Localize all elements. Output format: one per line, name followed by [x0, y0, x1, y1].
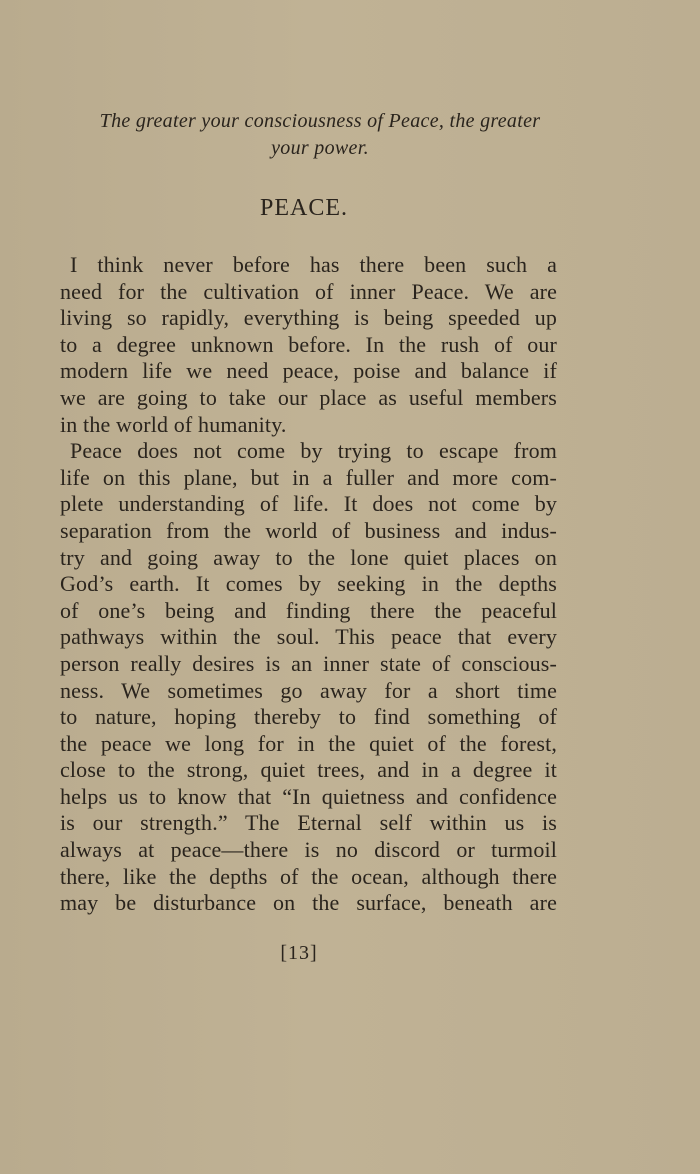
text-line: helps us to know that “In quietness and confidence: [60, 783, 557, 809]
text-line: there, like the depths of the ocean, although there: [60, 863, 557, 889]
text-line: of one’s being and finding there the peaceful: [60, 597, 557, 623]
text-line: in the world of humanity.: [60, 411, 287, 437]
text-line: person really desires is an inner state of conscious-: [60, 650, 557, 676]
text-line: try and going away to the lone quiet places on: [60, 544, 557, 570]
epigraph: [60, 108, 580, 162]
text-line: modern life we need peace, poise and balance if: [60, 358, 557, 384]
chapter-title: PEACE.: [259, 195, 348, 221]
text-line: ness. We sometimes go away for a short time: [60, 677, 557, 703]
text-line: we are going to take our place as useful members: [60, 384, 557, 410]
text-line: to a degree unknown before. In the rush of our: [60, 331, 557, 357]
text-line: to nature, hoping thereby to find something of: [60, 704, 557, 730]
text-line: may be disturbance on the surface, beneath are: [60, 890, 557, 916]
text-line: life on this plane, but in a fuller and more com-: [60, 464, 557, 490]
text-line: is our strength.” The Eternal self within us is: [60, 810, 557, 836]
body-text: [60, 252, 557, 917]
text-line: God’s earth. It comes by seeking in the depths: [60, 571, 557, 597]
text-line: separation from the world of business and indus-: [60, 517, 557, 543]
text-line: the peace we long for in the quiet of the forest,: [60, 730, 557, 756]
text-line: I think never before has there been such a: [70, 252, 557, 277]
text-line: Peace does not come by trying to escape from: [70, 438, 557, 464]
epigraph-line: your power.: [271, 137, 369, 159]
epigraph-line: The greater your consciousness of Peace, the greater: [99, 110, 541, 132]
text-line: plete understanding of life. It does not come by: [60, 491, 557, 517]
page-number: [13]: [280, 942, 318, 964]
text-line: need for the cultivation of inner Peace. We are: [60, 278, 557, 304]
text-line: close to the strong, quiet trees, and in a degree it: [60, 757, 557, 783]
text-line: living so rapidly, everything is being speeded up: [60, 305, 557, 331]
text-line: pathways within the soul. This peace that every: [60, 624, 557, 650]
text-line: always at peace—there is no discord or turmoil: [60, 837, 557, 863]
